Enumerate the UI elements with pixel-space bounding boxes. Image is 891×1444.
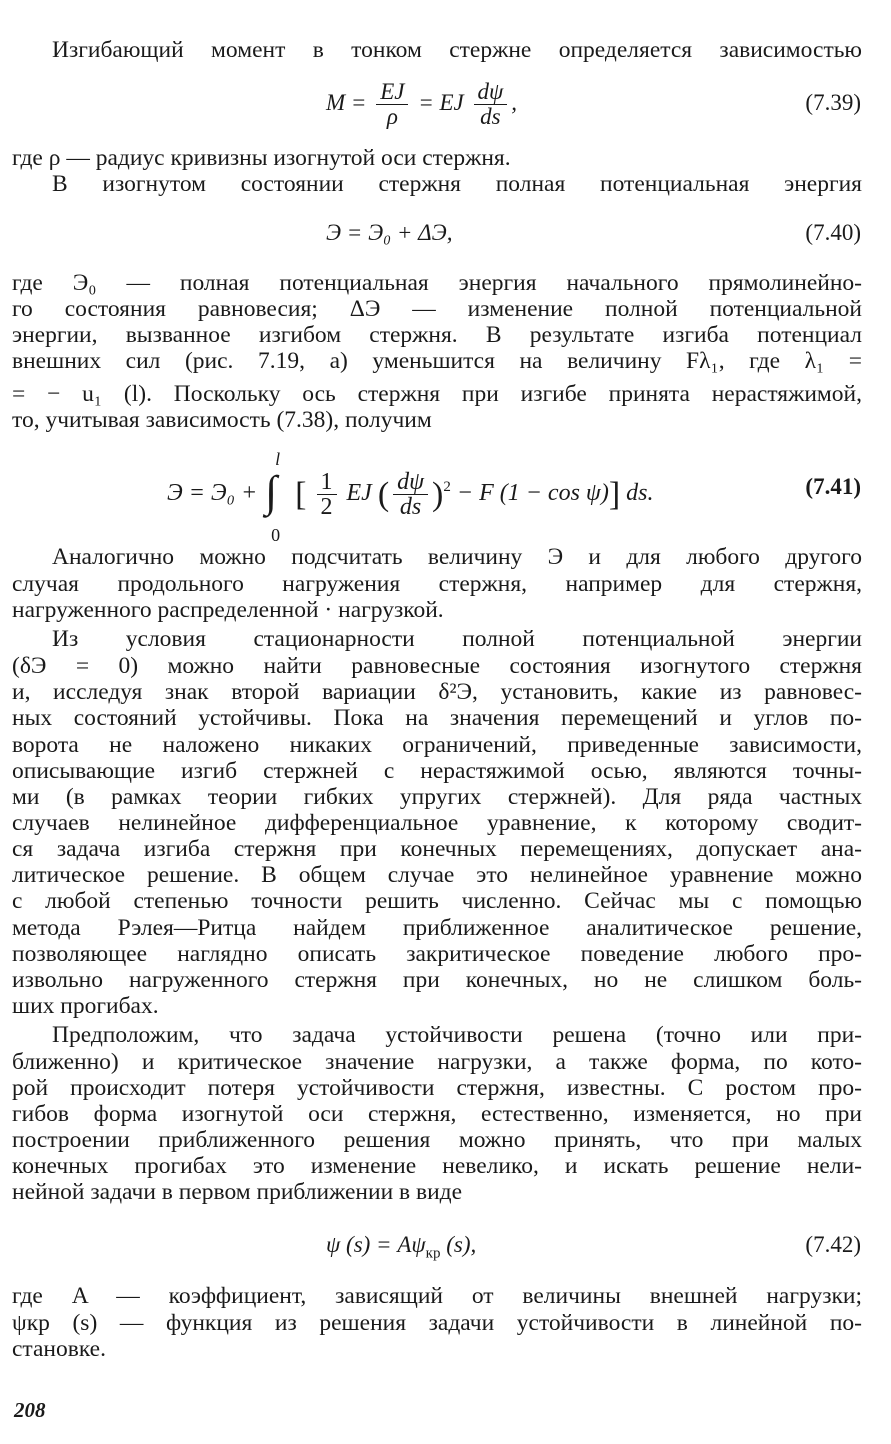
text-line: конечных прогибах это изменение невелико, и искать решение нели- <box>12 1153 862 1179</box>
eq-lhs: Э = Э₀ + <box>167 480 258 507</box>
text-line: ψкр (s) — функция из решения задачи устойчивости в линейной по- <box>12 1310 862 1336</box>
page-number: 208 <box>14 1398 46 1422</box>
text-line: где A — коэффициент, зависящий от величины внешней нагрузки; <box>12 1283 862 1309</box>
text-line: становке. <box>12 1336 106 1362</box>
eq-lhs: M <box>326 89 346 115</box>
equation-7-40: Э = Э₀ + ΔЭ, <box>326 220 453 245</box>
text-line: энергии, вызванное изгибом стержня. В результате изгиба потенциал <box>12 322 862 348</box>
text-line: Из условия стационарности полной потенциальной энергии <box>52 626 862 652</box>
equation-7-41: Э = Э₀ + ∫ l 0 [ $\frac{1}{2}$ EJ ( $\frac{d\psi}{ds}$ )$^2$ − F (1 − cos ψ)] ds. <box>167 470 653 519</box>
text-line: метода Рэлея—Ритца найдем приближенное аналитическое решение, <box>12 915 862 941</box>
eq-body: ψ (s) = Aψ <box>326 1232 426 1257</box>
text-line: ворота не наложено никаких ограничений, приведенные зависимости, <box>12 732 862 758</box>
text-line: нейной задачи в первом приближении в виде <box>12 1179 463 1205</box>
text-line: позволяющее наглядно описать закритическое поведение любого про- <box>12 941 862 967</box>
integral-upper-limit: l <box>275 448 281 469</box>
eq-ej: EJ <box>346 480 372 507</box>
text-line: Изгибающий момент в тонком стержне определяется зависимостью <box>52 37 862 63</box>
text-line: где ρ — радиус кривизны изогнутой оси стержня. <box>12 145 511 171</box>
text-line: литическое решение. В общем случае это нелинейное уравнение можно <box>12 862 862 888</box>
equation-number: (7.42) <box>805 1232 861 1257</box>
equation-number: (7.39) <box>805 90 861 115</box>
eq-power: 2 <box>443 479 451 496</box>
fraction-denominator: ds <box>480 104 501 129</box>
equation-number: (7.40) <box>805 220 861 245</box>
text-line: случаев нелинейное дифференциальное уравнение, к которому сводит- <box>12 810 862 836</box>
text-line: гибов форма изогнутой оси стержня, естественно, изменяется, но при <box>12 1101 862 1127</box>
fraction-denominator: 2 <box>320 494 333 520</box>
equation-7-39: M = $\frac{EJ}{\rho}$ = EJ $\frac{d\psi}{ds}$ , <box>326 79 518 129</box>
text-line: нагруженного распределенной · нагрузкой. <box>12 597 444 623</box>
text-line: (δЭ = 0) можно найти равновесные состояния изогнутого стержня <box>12 653 862 679</box>
eq-rest: − F (1 − cos ψ) <box>456 480 609 507</box>
text-line: = − u₁ (l). Поскольку ось стержня при изгибе принята нерастяжимой, <box>12 381 862 407</box>
text-line: ших прогибах. <box>12 993 159 1019</box>
text-line: ближенно) и критическое значение нагрузки, а также форма, по кото- <box>12 1049 862 1075</box>
fraction-half <box>317 470 337 519</box>
fraction-numerator: dψ <box>393 470 428 495</box>
eq-tail: ds. <box>626 480 654 507</box>
text-line: рой происходит потеря устойчивости стержня, известны. С ростом про- <box>12 1075 862 1101</box>
text-line: Предположим, что задача устойчивости решена (точно или при- <box>52 1022 862 1048</box>
fraction-ej-rho <box>376 80 408 129</box>
eq-tail: , <box>511 89 518 115</box>
text-line: внешних сил (рис. 7.19, а) уменьшится на величину Fλ₁, где λ₁ = <box>12 348 862 374</box>
text-line: В изогнутом состоянии стержня полная потенциальная энергия <box>52 171 862 197</box>
equation-number: (7.41) <box>805 474 861 499</box>
text-line: где Э₀ — полная потенциальная энергия начального прямолинейно- <box>12 270 862 296</box>
equation-7-42 <box>326 1231 476 1268</box>
text-line: и, исследуя знак второй вариации δ²Э, установить, какие из равновес- <box>12 679 862 705</box>
text-line: ся задача изгиба стержня при конечных перемещениях, допускает ана- <box>12 836 862 862</box>
eq-middle: = EJ <box>418 89 464 115</box>
fraction-numerator: EJ <box>376 80 408 105</box>
text-line: описывающие изгиб стержней с нерастяжимой осью, являются точны- <box>12 758 862 784</box>
text-line: ных состояний устойчивы. Пока на значения перемещений и углов по- <box>12 705 862 731</box>
fraction-numerator: dψ <box>474 80 508 105</box>
integral-sign: ∫ l 0 <box>263 480 289 510</box>
text-line: с любой степенью точности решить численно. Сейчас мы с помощью <box>12 888 862 914</box>
text-line: Аналогично можно подсчитать величину Э и для любого другого <box>52 544 862 570</box>
integral-lower-limit: 0 <box>271 524 281 545</box>
eq-tail: (s), <box>440 1232 477 1257</box>
text-line: ми (в рамках теории гибких упругих стержней). Для ряда частных <box>12 784 862 810</box>
fraction-dpsi-ds <box>393 470 428 519</box>
fraction-denominator: ρ <box>386 104 398 129</box>
fraction-numerator: 1 <box>317 470 337 495</box>
fraction-denominator: ds <box>399 494 422 520</box>
text-line: случая продольного нагружения стержня, например для стержня, <box>12 571 862 597</box>
text-line: то, учитывая зависимость (7.38), получим <box>12 407 432 433</box>
fraction-dpsi-ds <box>474 80 508 129</box>
eq-subscript: кр <box>425 1245 441 1262</box>
text-line: извольно нагруженного стержня при конечных, но не слишком боль- <box>12 967 862 993</box>
text-line: построении приближенного решения можно принять, что при малых <box>12 1127 862 1153</box>
text-line: го состояния равновесия; ΔЭ — изменение полной потенциальной <box>12 296 862 322</box>
